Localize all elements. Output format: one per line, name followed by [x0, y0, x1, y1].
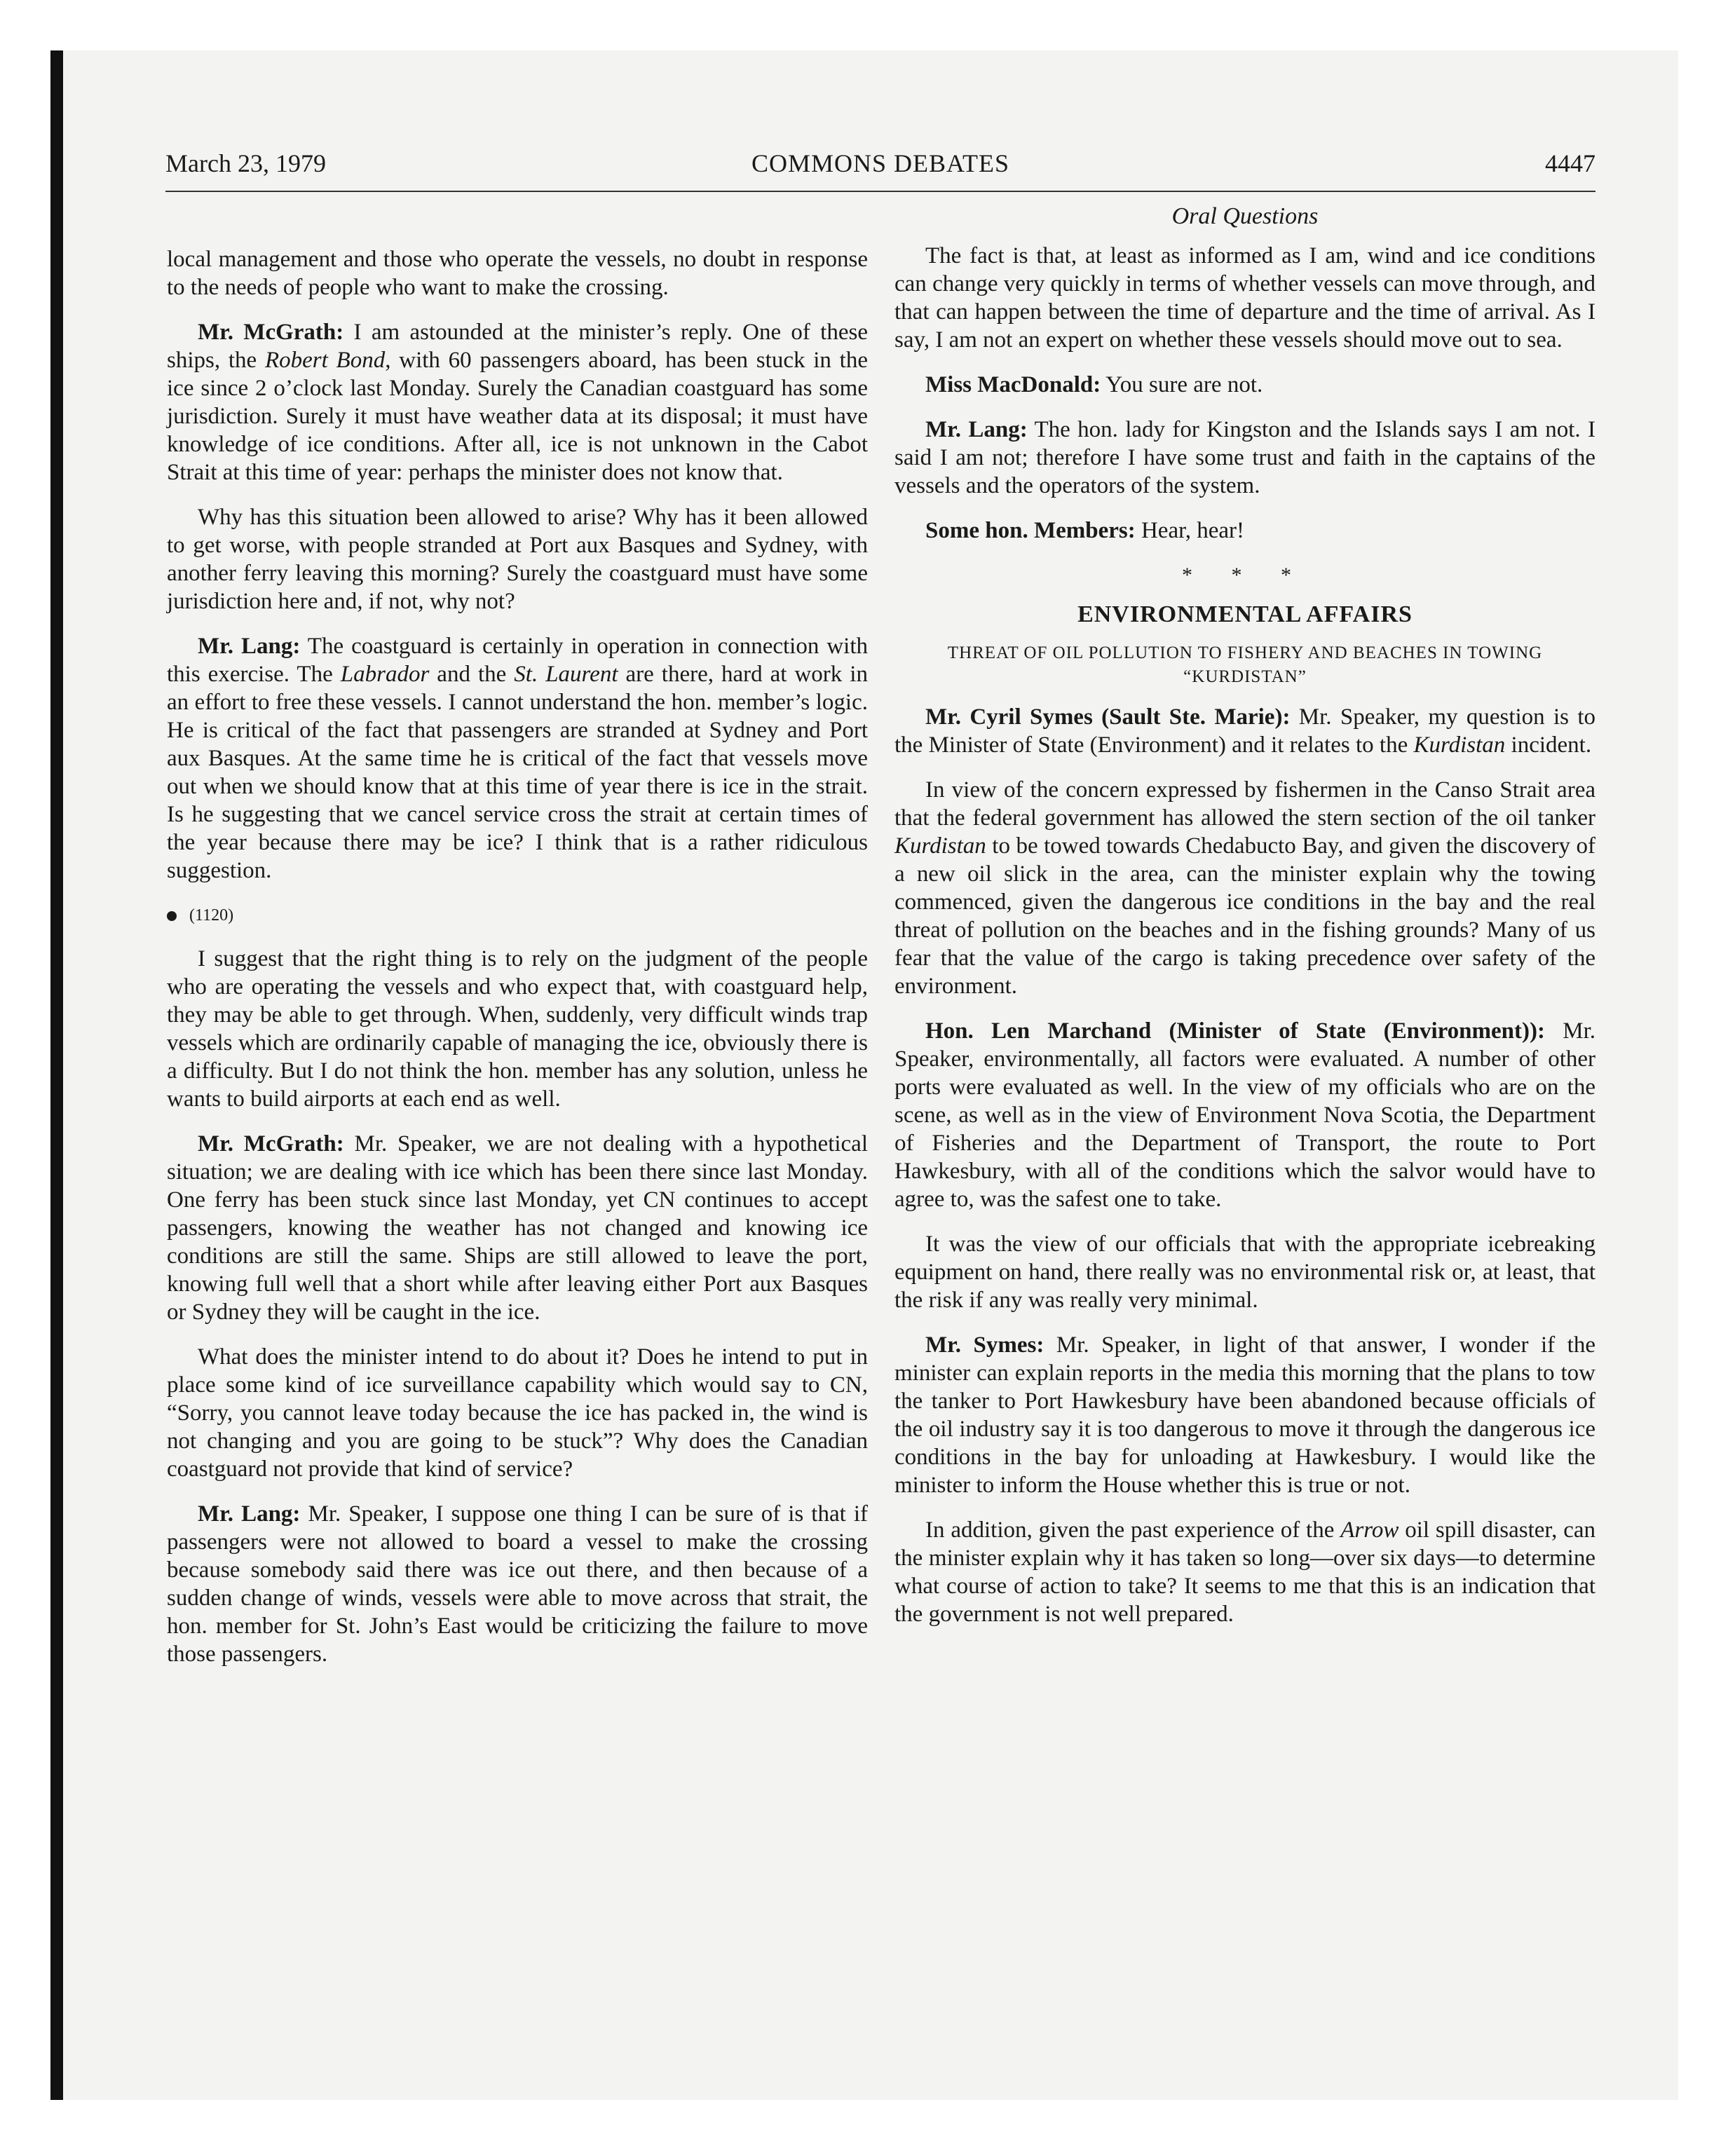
paragraph: Mr. Lang: Mr. Speaker, I suppose one thing I can be sure of is that if passengers were not allowed to board a vessel to make the crossing because somebody said there was ice out there, and then because of a sudden change of winds, vessels were able to move across that strait, the hon. member for St. John’s East would be criticizing the failure to move those passengers.: [167, 1501, 868, 1667]
speaker-name: Mr. Lang:: [925, 417, 1028, 442]
subheading: THREAT OF OIL POLLUTION TO FISHERY AND BEACHES IN TOWING “KURDISTAN”: [947, 643, 1543, 686]
speaker-name: Mr. Lang:: [198, 1501, 301, 1527]
speaker-name: Mr. McGrath:: [198, 1131, 344, 1157]
separator: * * *: [1182, 564, 1308, 587]
header-title: COMMONS DEBATES: [751, 149, 1010, 177]
bullet-icon: [167, 911, 177, 921]
paragraph: Some hon. Members: Hear, hear!: [925, 518, 1245, 543]
page-header: [165, 149, 1595, 192]
paragraph: Mr. Lang: The hon. lady for Kingston and the Islands says I am not. I said I am not; therefore I have some trust and faith in the captains of the vessels and the operators of the system.: [894, 417, 1595, 498]
paragraph: I suggest that the right thing is to rely on the judgment of the people who are operating the vessels and who expect that, with coastguard help, they may be able to get through. When, suddenly, very difficult winds trap vessels which are ordinarily capable of managing the ice, obviously there is a difficulty. But I do not think the hon. member has any solution, unless he wants to build airports at each end as well.: [167, 946, 868, 1112]
time-marker: (1120): [167, 901, 868, 929]
paragraph: Hon. Len Marchand (Minister of State (Environment)): Mr. Speaker, environmentally, all factors were evaluated. A number of other ports were evaluated as well. In the view of my officials who are on the scene, as well as in the view of Environment Nova Scotia, the Department of Fisheries and the Department of Transport, the route to Port Hawkesbury, with all of the conditions which the salvor would have to agree to, was the safest one to take.: [894, 1018, 1595, 1212]
ship-name: Labrador: [340, 662, 430, 687]
paragraph: The fact is that, at least as informed as I am, wind and ice conditions can change very quickly in terms of whether vessels can move through, and that can happen between the time of departure and the time of arrival. As I say, I am not an expert on whether these vessels should move out to sea.: [894, 243, 1595, 353]
paragraph: Mr. Symes: Mr. Speaker, in light of that answer, I wonder if the minister can explain reports in the media this morning that the plans to tow the tanker to Port Hawkesbury have been abandoned because officials of the oil industry say it is too dangerous to move it through the dangerous ice conditions in the bay for unloading at Hawkesbury. I would like the minister to inform the House whether this is true or not.: [894, 1332, 1595, 1498]
paragraph: In view of the concern expressed by fishermen in the Canso Strait area that the federal government has allowed the stern section of the oil tanker Kurdistan to be towed towards Chedabucto Bay, and given the discovery of a new oil slick in the area, can the minister explain why the towing commenced, given the dangerous ice conditions in the bay and the real threat of pollution on the beaches and in the fishing grounds? Many of us fear that the value of the cargo is taking precedence over safety of the environment.: [894, 777, 1595, 999]
paragraph: Mr. Cyril Symes (Sault Ste. Marie): Mr. Speaker, my question is to the Minister of State (Environment) and it relates to the Kurdistan incident.: [894, 704, 1595, 758]
speaker-name: Mr. Lang:: [198, 634, 301, 659]
ship-name: St. Laurent: [514, 662, 618, 687]
paragraph: Mr. McGrath: I am astounded at the minister’s reply. One of these ships, the Robert Bond, with 60 passengers aboard, has been stuck in the ice since 2 o’clock last Monday. Surely the Canadian coastguard has some jurisdiction. Surely it must have weather data at its disposal; it must have knowledge of ice conditions. After all, ice is not unknown in the Cabot Strait at this time of year: perhaps the minister does not know that.: [167, 320, 868, 485]
speaker-name: Some hon. Members:: [925, 518, 1136, 543]
section-tag: Oral Questions: [1171, 203, 1319, 229]
header-page-number: 4447: [1545, 149, 1595, 177]
section-heading: ENVIRONMENTAL AFFAIRS: [1077, 601, 1413, 627]
ship-name: Kurdistan: [894, 833, 986, 859]
speaker-name: Miss MacDonald:: [925, 372, 1101, 397]
paragraph: Miss MacDonald: You sure are not.: [925, 372, 1263, 397]
scan-edge: [50, 50, 63, 2100]
paragraph: It was the view of our officials that with the appropriate icebreaking equipment on hand, there really was no environmental risk or, at least, that the risk if any was really very minimal.: [894, 1231, 1595, 1313]
paragraph: Why has this situation been allowed to arise? Why has it been allowed to get worse, with people stranded at Port aux Basques and Sydney, with another ferry leaving this morning? Surely the coastguard must have some jurisdiction here and, if not, why not?: [167, 505, 868, 614]
ship-name: Arrow: [1340, 1517, 1399, 1543]
paragraph: In addition, given the past experience of the Arrow oil spill disaster, can the minister explain why it has taken so long—over six days—to determine what course of action to take? It seems to me that this is an indication that the government is not well prepared.: [894, 1517, 1595, 1627]
speaker-name: Mr. Symes:: [925, 1332, 1045, 1358]
paragraph: local management and those who operate the vessels, no doubt in response to the needs of people who want to make the crossing.: [167, 247, 868, 300]
ship-name: Kurdistan: [1413, 732, 1506, 758]
speaker-name: Mr. McGrath:: [198, 320, 344, 345]
speaker-name: Hon. Len Marchand (Minister of State (Environment)):: [925, 1018, 1545, 1044]
left-column: [167, 245, 868, 1685]
paragraph: Mr. McGrath: Mr. Speaker, we are not dealing with a hypothetical situation; we are dealing with ice which has been there since last Monday. One ferry has been stuck since last Monday, yet CN continues to accept passengers, knowing the weather has not changed and knowing ice conditions are still the same. Ships are still allowed to leave the port, knowing full well that a short while after leaving either Port aux Basques or Sydney they will be caught in the ice.: [167, 1131, 868, 1325]
header-date: March 23, 1979: [165, 149, 326, 177]
paragraph: What does the minister intend to do about it? Does he intend to put in place some kind of ice surveillance capability which would say to CN, “Sorry, you cannot leave today because the ice has packed in, the wind is not changing and you are going to be stuck”? Why does the Canadian coastguard not provide that kind of service?: [167, 1344, 868, 1482]
speaker-name: Mr. Cyril Symes (Sault Ste. Marie):: [925, 704, 1291, 730]
right-column: [894, 242, 1595, 1645]
paragraph: Mr. Lang: The coastguard is certainly in operation in connection with this exercise. The Labrador and the St. Laurent are there, hard at work in an effort to free these vessels. I cannot understand the hon. member’s logic. He is critical of the fact that passengers are stranded at Sydney and Port aux Basques. At the same time he is critical of the fact that vessels move out when we should know that at this time of year there is ice in the strait. Is he suggesting that we cancel service cross the strait at certain times of the year because there may be ice? I think that is a rather ridiculous suggestion.: [167, 634, 869, 883]
ship-name: Robert Bond: [264, 348, 386, 373]
